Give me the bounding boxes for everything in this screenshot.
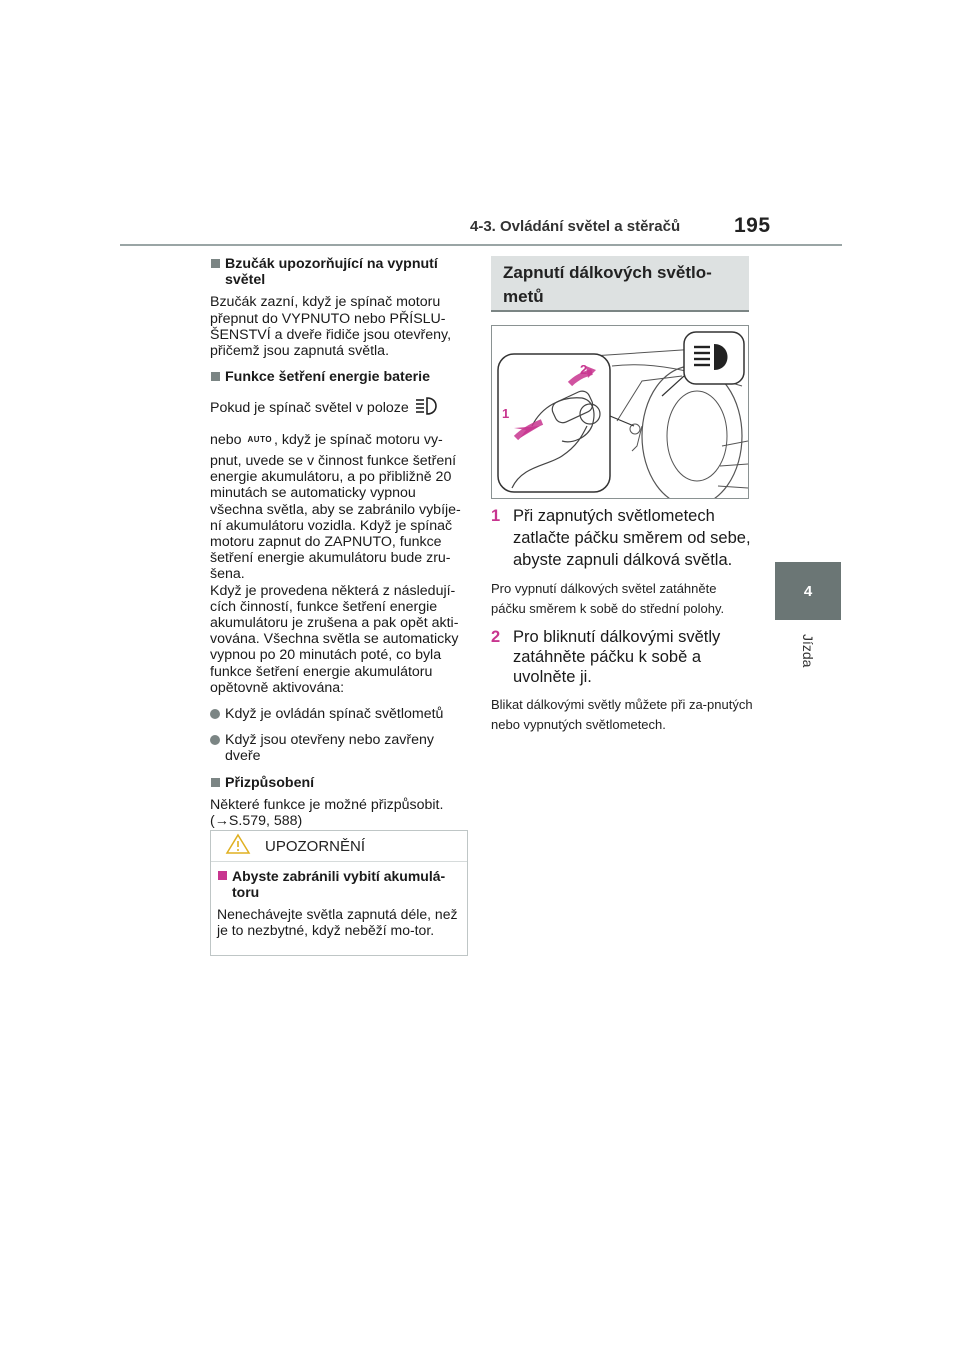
heading-customization: Přizpůsobení (210, 775, 468, 791)
chapter-label-text: Jízda (800, 634, 816, 668)
page-reference: (→S.579, 588) (210, 813, 303, 830)
section-heading: Zapnutí dálkových světlo-metů (491, 256, 749, 312)
paragraph-battery-saver-body: pnut, uvede se v činnost funkce šetření energie akumulátoru, a po přibližně 20 minutách se automaticky vypnou všechna světla, aby se zabránilo vybíje-ní akumulátoru vozidla. Když je spínač motoru zapnut do ZAPNUTO, funkce šetření energie akumulátoru bude zru-šena. (210, 452, 461, 583)
text-p2c: , když je spínač motoru vy- (274, 431, 443, 448)
text-p2b: nebo (210, 431, 242, 448)
headlight-switch-icon (413, 395, 443, 421)
chapter-tab (775, 562, 841, 620)
steps-list (491, 505, 753, 743)
illus-label-2: 2 (580, 362, 588, 377)
chapter-number: 4 (803, 582, 813, 600)
list-item: Když je ovládán spínač světlometů (210, 706, 468, 722)
page-number: 195 (734, 214, 771, 237)
paragraph-cancel-conditions: Když je provedena některá z následují-cích činností, funkce šetření energie akumulátoru je zrušena a pak opět akti-vována. Všechna světla se automaticky vypnou po 20 minutách poté, co byla funkce šetření energie akumulátoru opětovně aktivována: (210, 582, 459, 696)
step-note: Blikat dálkovými světly můžete při za-pnutých nebo vypnutých světlometech. (491, 697, 753, 732)
step-number: 2 (491, 628, 501, 646)
list-item: Když jsou otevřeny nebo zavřeny dveře (210, 732, 468, 764)
step-text: Pro bliknutí dálkovými světly zatáhněte páčku k sobě a uvolněte ji. (513, 628, 721, 686)
paragraph-battery-saver-line1 (210, 395, 468, 421)
heading-buzzer: Bzučák upozorňující na vypnutí světel (210, 256, 468, 288)
paragraph-customization: Některé funkce je možné přizpůsobit. (210, 796, 444, 813)
warning-triangle-icon (225, 833, 251, 859)
paragraph-battery-saver-line2 (210, 432, 468, 448)
step-number: 1 (491, 507, 501, 525)
step-note: Pro vypnutí dálkových světel zatáhněte páčku směrem k sobě do střední polohy. (491, 581, 725, 616)
warning-box (210, 830, 468, 956)
warning-body (211, 862, 467, 938)
auto-icon: AUTO (247, 434, 273, 444)
header-rule (120, 244, 842, 246)
warning-heading: Abyste zabránili vybití akumulá-toru (217, 868, 461, 900)
warning-text: Nenechávejte světla zapnutá déle, než je to nezbytné, když neběží mo-tor. (217, 906, 458, 938)
chapter-label (794, 634, 818, 694)
illus-label-1: 1 (502, 406, 510, 421)
step-item (491, 505, 753, 571)
warning-title: UPOZORNĚNÍ (265, 837, 366, 855)
section-title: 4-3. Ovládání světel a stěračů (470, 218, 681, 235)
step-text: Při zapnutých světlometech zatlačte páčku směrem od sebe, abyste zapnuli dálková světla. (513, 507, 751, 569)
warning-header (211, 831, 467, 862)
paragraph-buzzer: Bzučák zazní, když je spínač motoru přepnut do VYPNUTO nebo PŘÍSLU-ŠENSTVÍ a dveře řidiče jsou otevřeny, přičemž jsou zapnutá světla. (210, 294, 452, 360)
step-item (491, 627, 753, 687)
illustration-lever (491, 325, 749, 499)
left-column (210, 256, 468, 829)
text-p2a: Pokud je spínač světel v poloze (210, 400, 409, 417)
heading-battery-saver: Funkce šetření energie baterie (210, 369, 468, 385)
